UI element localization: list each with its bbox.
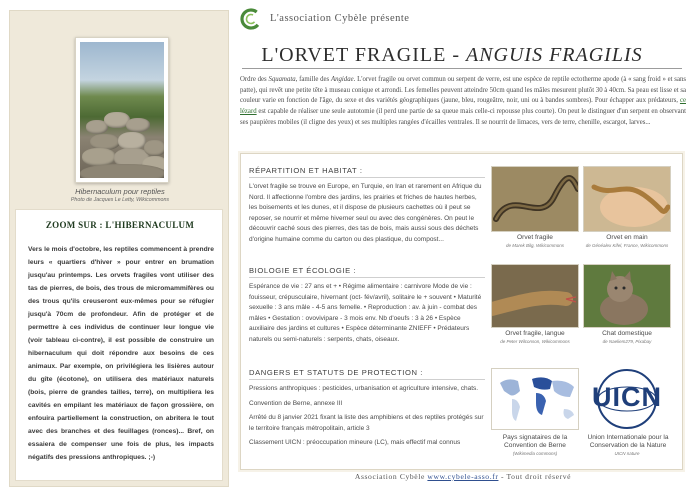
content-panel <box>240 153 683 470</box>
habitat-rule <box>249 177 485 178</box>
page-title <box>242 44 662 67</box>
footer <box>240 472 686 481</box>
footer-right: - Tout droit réservé <box>498 472 572 481</box>
hand-snake-icon <box>584 167 671 232</box>
title-latin: ANGUIS FRAGILIS <box>465 44 643 66</box>
org-line: L'association Cybèle présente <box>270 13 410 24</box>
title-rule <box>242 68 682 69</box>
orvet-main-credit: de Généalex Kifel, France, Wikicommons <box>585 243 669 248</box>
intro-text-a: Ordre des <box>240 76 269 83</box>
cybele-logo-icon <box>240 8 262 30</box>
biologie-body <box>249 282 485 349</box>
zoom-title: ZOOM SUR : L'HIBERNACULUM <box>45 220 195 230</box>
intro-text-d: est capable de réaliser une seule autotomie (il perd une partie de sa queue mais celle-ci repousse plus courte). On peut le distinguer d'un serpent en observant ses paupières mobiles (il cligne des yeux) et ses multiples rangées d'écailles ventrales. Il se nourrit de limaces, vers de terre, chenille, escargot, larves... <box>240 108 686 126</box>
uicn-caption-2: Conservation de la Nature <box>589 442 667 449</box>
orvet-head-icon <box>492 265 579 328</box>
zoom-panel <box>15 209 223 481</box>
hibernaculum-photo <box>80 42 164 178</box>
footer-website-link[interactable]: www.cybele-asso.fr <box>427 472 499 481</box>
uicn-credit: UICN nature <box>614 451 640 456</box>
biologie-title: BIOLOGIE ET ÉCOLOGIE : <box>249 266 357 275</box>
orvet-langue-photo <box>491 264 579 328</box>
intro-text-c: . L'orvet fragile ou orvet commun ou serpent de verre, est une espèce de reptile ectotherme apode (à « sang froid » et sans patte), qui revêt une petite tête à museau conique et arrondi. Les femelles peuvent atteindre 50cm quand les mâles mesurent plutôt 30 à 40cm. Sa peau est lisse et sa couleur varie en fonction de l'âge, du sexe et des variétés géographiques (jaune, bleu, rougeâtre, noir, uni ou à bandes sombres). Pour échapper aux prédateurs, <box>240 76 687 105</box>
berne-map <box>491 368 579 430</box>
intro-squamata: Squamata <box>268 76 296 83</box>
biologie-text: Espérance de vie : 27 ans et + • Régime alimentaire : carnivore Mode de vie : fouisseur, crépusculaire, hivernant (oct- fév/avril), solitaire le + souvent • Maturité sexuelle : 3 ans mâle - 4-5 ans femelle. • Reproduction : av. à juin - combat des mâles • Gestation : ovovivipare - 3 mois env. Nb d'oeufs : 3 à 26 • Espèce auxiliaire des jardins et cultures • Espèce déterminante ZNIEFF • Prédateurs naturels ou semi-naturels : serpents, chats, oiseaux. <box>249 283 482 343</box>
zoom-text: Vers le mois d'octobre, les reptiles commencent à prendre leurs « quartiers d'hiver » pour entrer en brumation jusqu'au printemps. Les orvets fragiles vont utiliser des tas de pierres, de bois, des trous de micromammifères ou des trous qu'ils creuseront eux-mêmes pour se réfugier jusqu'à 70cm de profondeur. Afin de protéger et de permettre à ces individus de continuer leur longue vie (voir tableau ci-contre), il est possible de construire un hibernaculum qui doit répondre aux besoins de ces animaux. Par exemple, on privilégiera les lisières autour du gîte (écotone), on utilisera des matériaux naturels (bois, pierre de grandes tailles, terre), on multipliera les cavités en empilant les matériaux de façon grossière, on enfouira partiellement la construction, on abritera le tout avec des branches et des feuillages (ronces)... Bref, on essaiera de compenser une fois de plus, les impacts négatifs des pressions anthropiques. ;-) <box>28 246 214 461</box>
orvet-main-photo <box>583 166 671 232</box>
intro-text-b: , famille des <box>295 76 331 83</box>
world-map-icon <box>492 369 579 430</box>
intro-paragraph <box>240 75 686 129</box>
habitat-title: RÉPARTITION ET HABITAT : <box>249 166 363 175</box>
title-main: L'ORVET FRAGILE - <box>261 44 466 66</box>
map-caption-2: Convention de Berne <box>504 442 566 449</box>
orvet-snake-icon <box>492 167 579 232</box>
intro-lezard-link[interactable]: ce lézard <box>240 97 686 116</box>
dangers-text-3: Arrêté du 8 janvier 2021 fixant la liste des amphibiens et des reptiles protégés sur le territoire français métropolitain, article 3 <box>249 414 484 432</box>
dangers-body <box>249 384 485 453</box>
chat-caption: Chat domestique <box>602 330 652 337</box>
map-caption-1: Pays signataires de la <box>502 434 568 441</box>
uicn-caption-1: Union Internationale pour la <box>587 434 669 441</box>
dangers-title: DANGERS ET STATUTS DE PROTECTION : <box>249 368 423 377</box>
dangers-text-1: Pressions anthropiques : pesticides, urbanisation et agriculture intensive, chats. <box>249 385 479 392</box>
biologie-rule <box>249 277 485 278</box>
habitat-text: L'orvet fragile se trouve en Europe, en Turquie, en Iran et rarement en Afrique du Nord. Il affectionne l'ombre des jardins, les prairies et friches de hautes herbes, les boisements et les dunes, et il dispose de plusieurs cachettes où il peut se reposer, se nourrir et même hiverner seul ou avec des congénères. On peut le découvrir caché sous des pierres, des tas de bois, mais aussi sous des déchets d'origine humaine comme du carton ou des plastique, du compost... <box>249 183 482 243</box>
dangers-text-2: Convention de Berne, annexe III <box>249 399 343 407</box>
chat-credit: de Naeliem279, Pixabay <box>602 339 652 344</box>
orvet-main-caption: Orvet en main <box>606 234 648 241</box>
orvet-caption: Orvet fragile <box>517 234 553 241</box>
habitat-body <box>249 182 485 249</box>
orvet-photo <box>491 166 579 232</box>
footer-left: Association Cybèle <box>354 472 428 481</box>
orvet-langue-credit: de Peter Wilconson, Wikicommons <box>500 339 570 344</box>
orvet-credit: de Marek Bilg, Wikicommons <box>506 243 564 248</box>
dangers-rule <box>249 379 485 380</box>
map-credit: (Wikimedia commons) <box>512 451 558 456</box>
cat-icon <box>584 265 671 328</box>
chat-photo <box>583 264 671 328</box>
sidebar <box>9 10 229 487</box>
hibernaculum-credit: Photo de Jacques Le Letty, Wikicommons <box>70 197 170 203</box>
hibernaculum-caption: Hibernaculum pour reptiles <box>75 187 165 196</box>
orvet-langue-caption: Orvet fragile, langue <box>505 330 565 337</box>
uicn-logo <box>583 368 671 430</box>
intro-anguidae: Angidae <box>330 76 354 83</box>
dangers-text-4: Classement UICN : préoccupation mineure (LC), mais effectif mal connus <box>249 439 461 446</box>
hibernaculum-photo-frame <box>75 37 169 183</box>
uicn-logo-text: UICN <box>592 382 662 412</box>
